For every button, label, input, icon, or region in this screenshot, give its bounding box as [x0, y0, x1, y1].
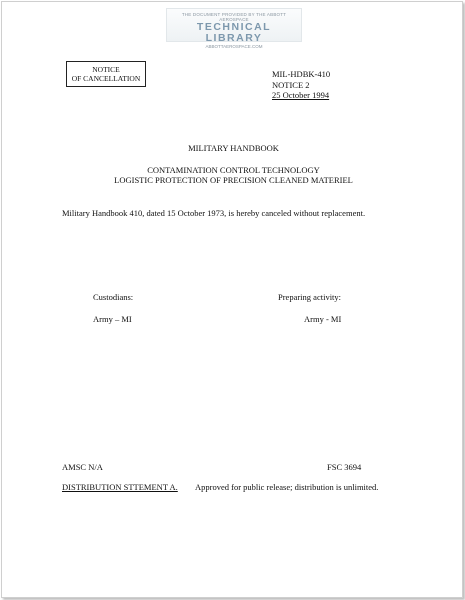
logo-url: ABBOTTAEROSPACE.COM	[205, 44, 263, 49]
document-identifier	[272, 69, 330, 101]
custodians-label: Custodians:	[93, 292, 134, 302]
cancellation-statement: Military Handbook 410, dated 15 October 1973, is hereby canceled without replacement.	[62, 208, 366, 218]
logo-tagline: THE DOCUMENT PROVIDED BY THE ABBOTT AEROSPACE	[181, 12, 287, 22]
distribution-statement-text: Approved for public release; distribution is unlimited.	[195, 482, 379, 492]
title-line-2: LOGISTIC PROTECTION OF PRECISION CLEANED MATERIEL	[114, 175, 353, 185]
doc-number: MIL-HDBK-410	[272, 69, 331, 79]
notice-box-line2: OF CANCELLATION	[71, 74, 141, 83]
fsc-number: FSC 3694	[327, 462, 362, 472]
notice-box-line1: NOTICE	[92, 65, 120, 74]
preparing-activity-value: Army - MI	[304, 314, 342, 324]
amsc-number: AMSC N/A	[62, 462, 103, 472]
technical-library-logo[interactable]	[166, 8, 302, 49]
custodians-value: Army – MI	[93, 314, 132, 324]
distribution-statement-label: DISTRIBUTION STTEMENT A.	[62, 482, 178, 492]
doc-date: 25 October 1994	[272, 90, 330, 100]
title-line-1: CONTAMINATION CONTROL TECHNOLOGY	[147, 165, 320, 175]
document-page	[1, 1, 463, 598]
doc-notice: NOTICE 2	[272, 79, 310, 90]
preparing-activity-label: Preparing activity:	[278, 292, 342, 302]
notice-of-cancellation-box	[66, 61, 146, 87]
logo-name: TECHNICAL LIBRARY	[196, 21, 272, 44]
handbook-heading: MILITARY HANDBOOK	[188, 143, 279, 153]
